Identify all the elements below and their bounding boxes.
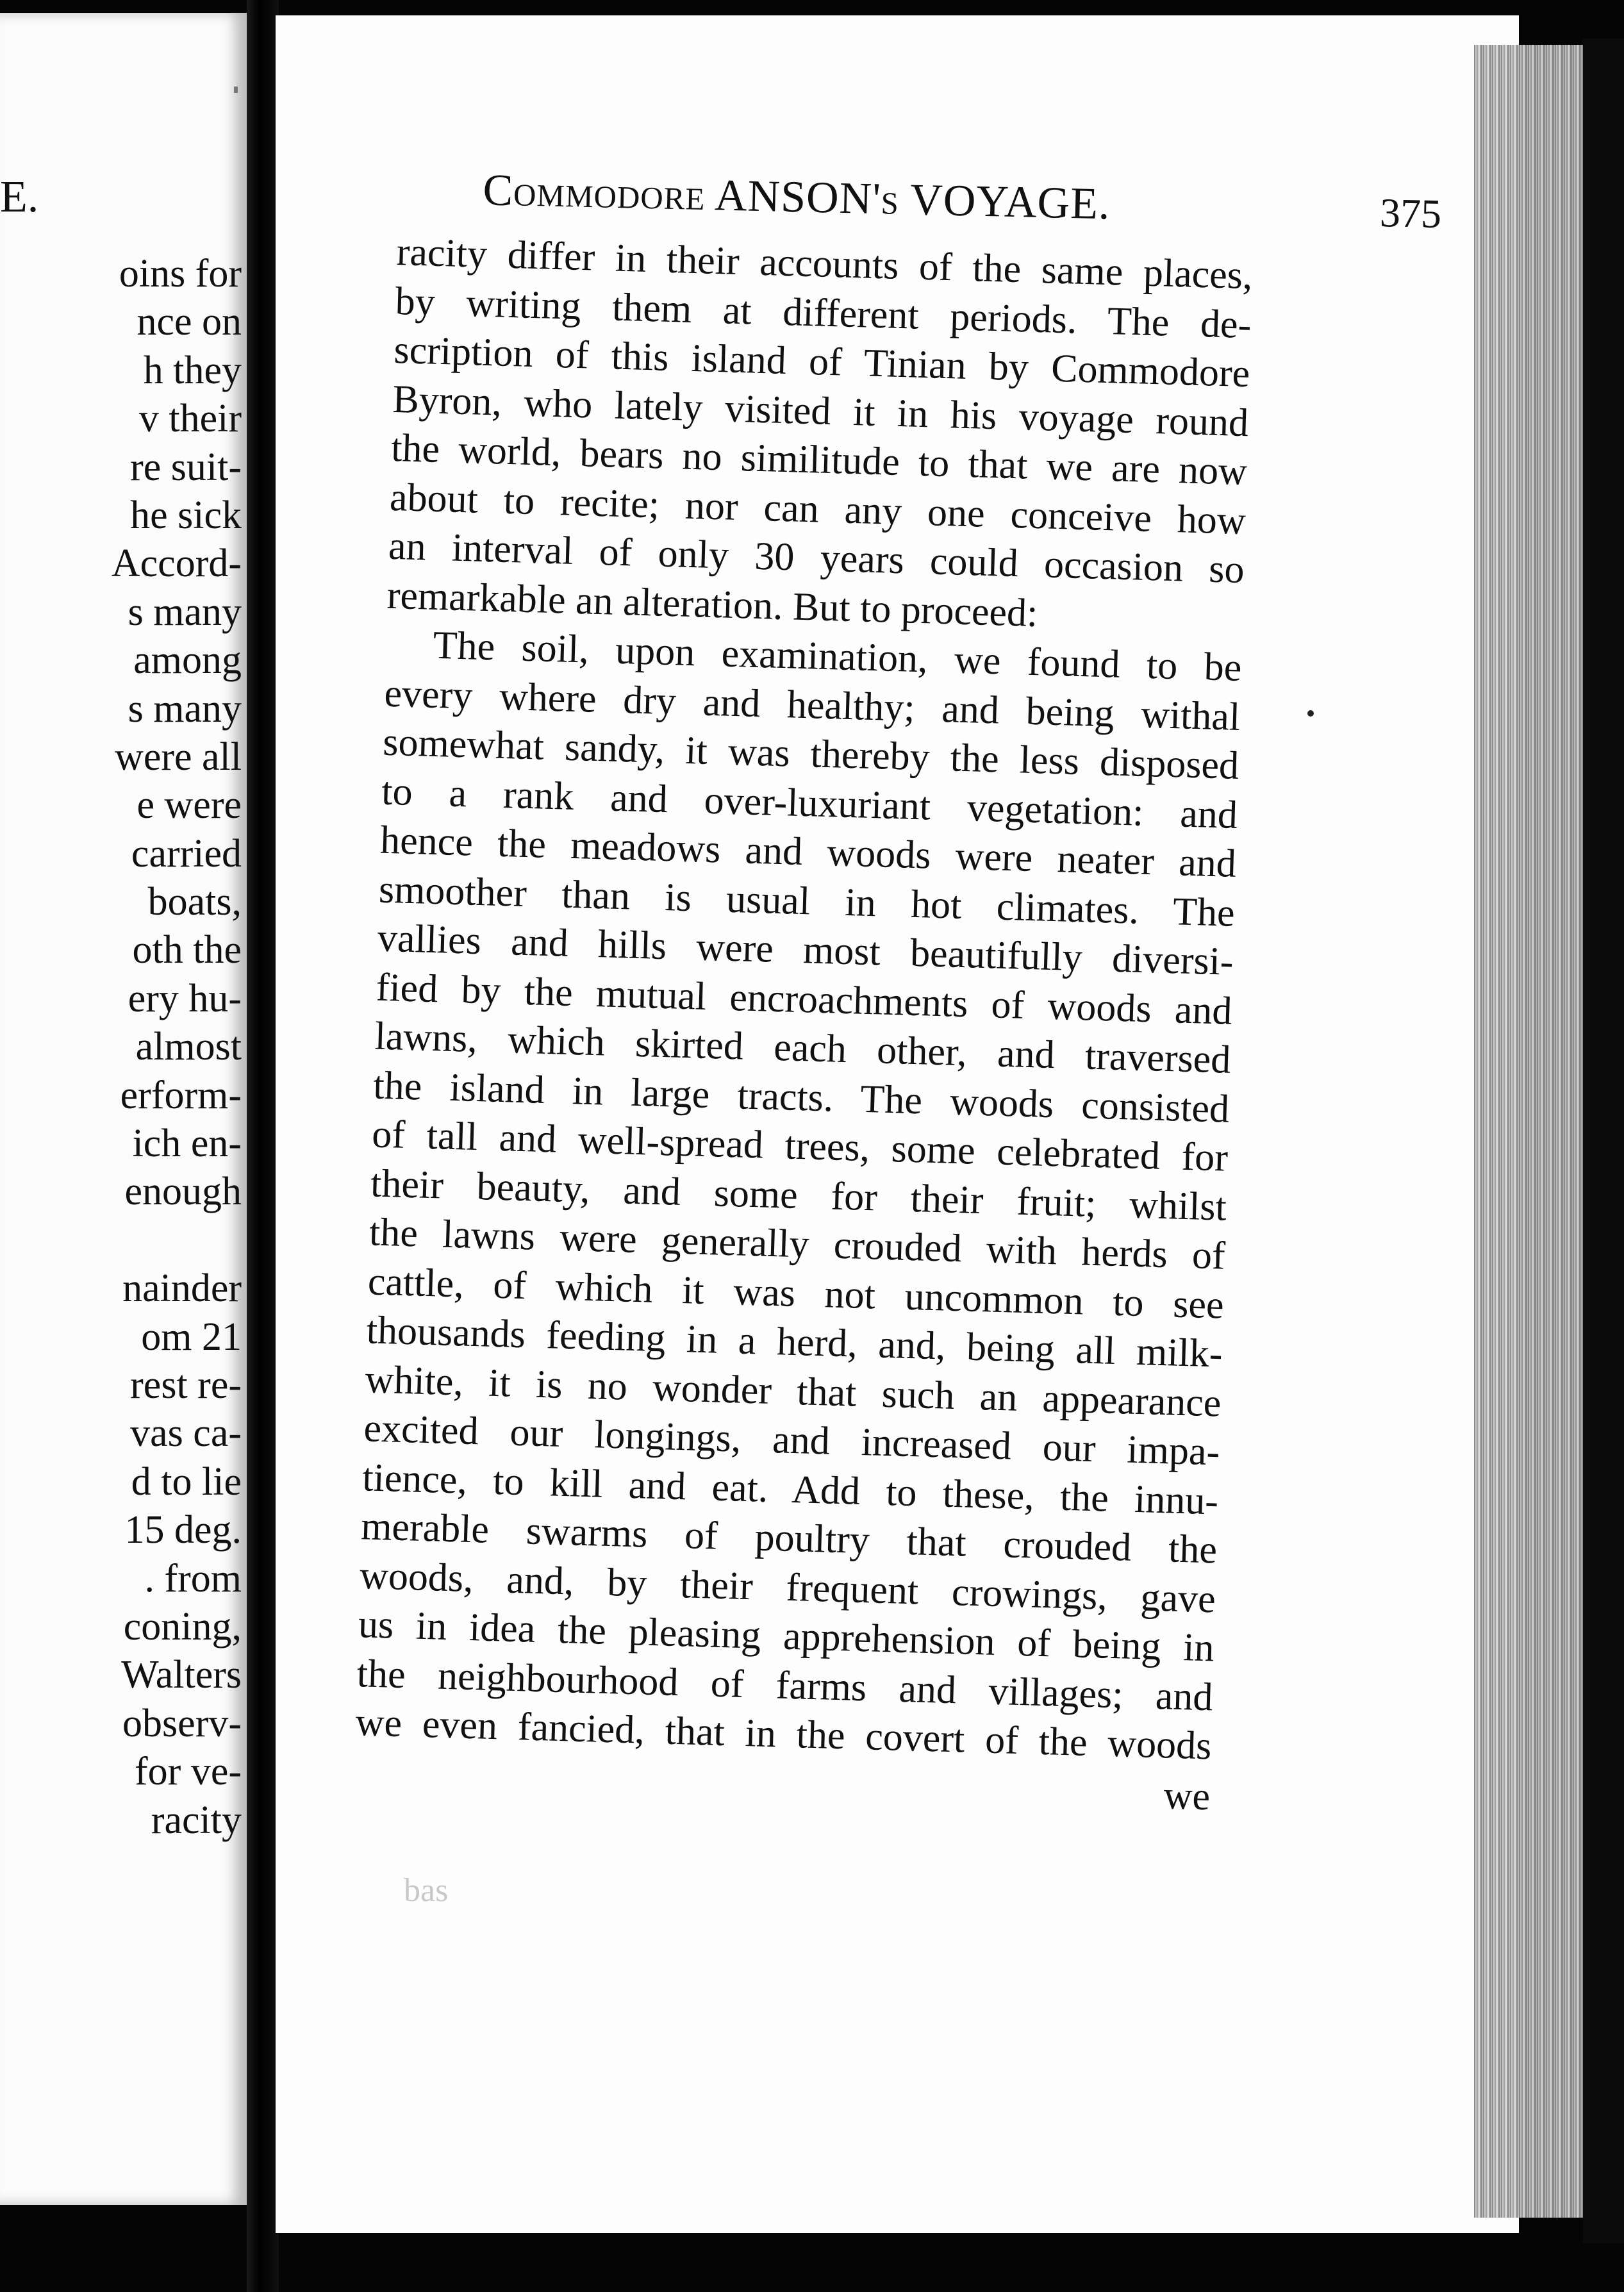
left-text-line-fragment: ery hu- (128, 976, 242, 1020)
text-line: woods, and, by their frequent crowings, gave (359, 1553, 1216, 1621)
text-line: fied by the mutual encroachments of woods and (375, 965, 1233, 1033)
left-text-line (0, 492, 242, 540)
left-text-line (0, 1603, 242, 1651)
left-text-line-fragment: oth the (132, 928, 242, 972)
left-text-line-fragment: re suit- (130, 445, 242, 489)
left-text-line (0, 926, 242, 974)
left-text-line-fragment: d to lie (131, 1459, 242, 1504)
left-text-line-fragment: s many (128, 590, 242, 634)
text-line: lawns, which skirted each other, and traversed (374, 1014, 1232, 1082)
left-text-line (0, 781, 242, 829)
left-text-line-fragment: were all (115, 735, 242, 779)
text-line: us in idea the pleasing apprehension of being in (358, 1602, 1215, 1670)
left-text-line-fragment: Walters (121, 1653, 242, 1697)
left-text-line-fragment: he sick (130, 493, 242, 537)
left-text-line (0, 347, 242, 395)
page-edges (1474, 45, 1596, 2218)
ink-speck (1307, 710, 1314, 717)
left-text-line-fragment: rest re- (130, 1363, 242, 1407)
text-line: remarkable an alteration. But to proceed: (386, 573, 1039, 635)
left-text-line (0, 1506, 242, 1554)
left-text-line-fragment: oins for (119, 252, 242, 295)
left-text-line (0, 1217, 120, 1265)
left-text-line-fragment: carried (131, 831, 242, 876)
left-text-line (0, 1458, 242, 1506)
left-text-line (0, 1265, 242, 1313)
left-text-line-fragment: v their (138, 397, 242, 441)
left-text-line-fragment: om 21 (141, 1315, 242, 1359)
left-text-line-fragment: nainder (122, 1266, 242, 1311)
text-line: their beauty, and some for their fruit; whilst (370, 1161, 1227, 1229)
text-line: of tall and well-spread trees, some celebrated for (371, 1112, 1229, 1180)
left-text-line-fragment: for ve- (135, 1750, 242, 1794)
text-line: racity differ in their accounts of the same places, (395, 229, 1254, 298)
left-text-line (0, 1797, 242, 1845)
text-line: somewhat sandy, it was thereby the less disposed (382, 720, 1240, 788)
show-through-text: bas (404, 1872, 449, 1909)
text-line: tience, to kill and eat. Add to these, the innu- (361, 1455, 1219, 1524)
left-text-line-fragment: 15 deg. (124, 1508, 242, 1552)
left-text-line (0, 878, 242, 926)
text-line: about to recite; nor can any one conceive how (389, 475, 1247, 543)
left-text-line-fragment: observ- (122, 1701, 242, 1745)
page-number: 375 (1379, 189, 1442, 237)
left-text-line-fragment: s many (128, 686, 242, 731)
left-text-line (0, 1700, 242, 1748)
text-line: Byron, who lately visited it in his voyage round (392, 377, 1249, 445)
text-line: the lawns were generally crouded with herds of (369, 1210, 1226, 1278)
ink-speck (234, 87, 238, 93)
left-text-line (0, 636, 242, 685)
text-line: vallies and hills were most beautifully diversi- (377, 916, 1234, 984)
left-text-line (0, 733, 242, 781)
text-line: to a rank and over-luxuriant vegetation: and (381, 769, 1238, 837)
left-text-line (0, 1072, 242, 1120)
left-text-line (0, 1409, 242, 1457)
left-text-line (0, 830, 242, 878)
text-line: the neighbourhood of farms and villages; and (356, 1651, 1214, 1719)
left-text-line (0, 395, 242, 443)
left-text-line-fragment: racity (151, 1798, 242, 1842)
body-text (354, 228, 1254, 1821)
text-line: by writing them at different periods. The de- (394, 279, 1252, 347)
left-text-line-fragment: nce on (137, 300, 242, 344)
left-text-line-fragment: . from (144, 1556, 242, 1600)
left-text-line (0, 1651, 242, 1699)
left-text-line-fragment: boats, (147, 880, 242, 924)
text-line: thousands feeding in a herd, and, being all milk- (365, 1308, 1223, 1376)
text-line: every where dry and healthy; and being withal (383, 671, 1241, 739)
text-line: The soil, upon examination, we found to be (432, 623, 1243, 690)
left-text-line (0, 1023, 242, 1071)
left-text-line (0, 1168, 242, 1216)
left-page-text (0, 250, 242, 1845)
left-text-line (0, 1361, 242, 1409)
left-text-line (0, 975, 242, 1023)
left-text-line (0, 1748, 242, 1796)
left-text-line-fragment: e were (137, 783, 242, 827)
text-line: excited our longings, and increased our impa- (363, 1406, 1221, 1474)
text-line: scription of this island of Tinian by Commodore (393, 328, 1251, 396)
text-line: smoother than is usual in hot climates. The (378, 867, 1236, 935)
left-text-line-fragment: erform- (120, 1073, 242, 1117)
text-line: the world, bears no similitude to that we are now (390, 426, 1248, 494)
left-text-line-fragment: coning, (123, 1604, 242, 1648)
text-line: the island in large tracts. The woods consisted (372, 1063, 1230, 1131)
left-text-line (0, 540, 242, 588)
left-text-line (0, 1120, 242, 1168)
catchword: we (1163, 1773, 1211, 1818)
left-running-head: E. (0, 172, 39, 222)
left-text-line-fragment: among (133, 638, 242, 683)
book-gutter (247, 0, 279, 2292)
text-line: cattle, of which it was not uncommon to see (367, 1259, 1225, 1327)
text-line: hence the meadows and woods were neater and (379, 818, 1237, 886)
left-text-line (0, 1555, 242, 1603)
left-text-line-fragment: ich en- (132, 1122, 242, 1166)
left-text-line-fragment: Accord- (111, 542, 242, 586)
left-text-line (0, 685, 242, 733)
left-text-line (0, 250, 242, 298)
left-text-line-fragment: vas ca- (130, 1411, 242, 1456)
left-text-line (0, 444, 242, 492)
left-text-line-fragment: h they (143, 348, 242, 392)
left-text-line (0, 1313, 242, 1361)
left-text-line-fragment: almost (135, 1025, 242, 1069)
left-text-line (0, 588, 242, 636)
left-facing-page (0, 13, 247, 2205)
text-line: merable swarms of poultry that crouded the (360, 1504, 1218, 1572)
scan-border (1583, 38, 1624, 2243)
text-line: we even fancied, that in the covert of the woods (354, 1700, 1213, 1768)
left-text-line (0, 298, 242, 346)
text-line: white, it is no wonder that such an appearance (364, 1357, 1222, 1425)
left-text-line-fragment: enough (124, 1170, 242, 1214)
running-title: Commodore ANSON's VOYAGE. (482, 165, 1111, 229)
text-line: an interval of only 30 years could occasion so (388, 524, 1245, 592)
